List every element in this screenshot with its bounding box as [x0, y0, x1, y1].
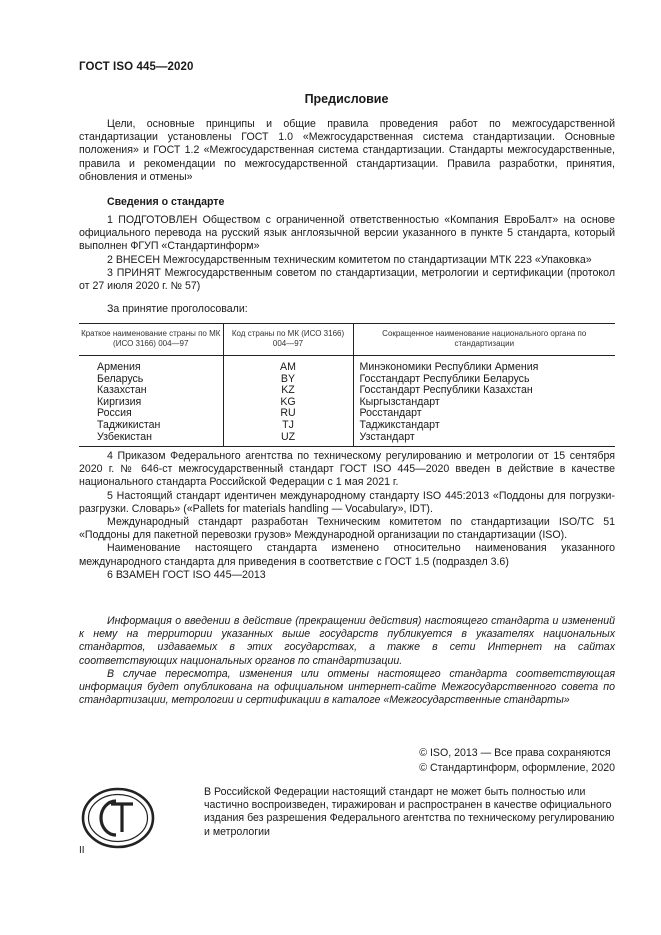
voted-label: За принятие проголосовали:: [107, 303, 248, 315]
standard-info-items-continued: [79, 450, 615, 582]
copyright-iso: © ISO, 2013 — Все права сохраняются: [419, 747, 611, 759]
standards-body: Росстандарт: [353, 408, 615, 420]
info-item-5-developer: Международный стандарт разработан Техническим комитетом по стандартизации ISO/TC 51 «Поддоны для пакетной перевозки грузов» Международной организации по стандартизации (ISO).: [79, 516, 615, 542]
document-code-header: ГОСТ ISO 445—2020: [79, 61, 194, 73]
standards-body: Таджикстандарт: [353, 420, 615, 432]
column-header-code: Код страны по МК (ИСО 3166) 004—97: [223, 324, 353, 356]
info-item-4: 4 Приказом Федерального агентства по техническому регулированию и метрологии от 15 сентября 2020 г. № 646-ст межгосударственный стандарт ГОСТ ISO 445—2020 введен в действие в качестве национального стандарта Российской Федерации с 1 мая 2021 г.: [79, 450, 615, 489]
page-number: II: [79, 845, 85, 856]
publication-info-notes: [79, 615, 615, 707]
country-code: BY: [223, 374, 353, 386]
gost-certification-logo-icon: [80, 786, 156, 850]
country-name: Россия: [97, 407, 132, 420]
standards-body: Госстандарт Республики Казахстан: [353, 385, 615, 397]
country-code: KG: [223, 397, 353, 409]
table-row: [79, 432, 615, 447]
info-item-1: 1 ПОДГОТОВЛЕН Обществом с ограниченной ответственностью «Компания ЕвроБалт» на основе официального перевода на русский язык англоязычной версии указанного в пункте 5 стандарта, который выполнен ФГУП «Стандартинформ»: [79, 214, 615, 253]
country-name: Узбекистан: [79, 432, 223, 447]
intro-paragraph: Цели, основные принципы и общие правила проведения работ по межгосударственной стандартизации установлены ГОСТ 1.0 «Межгосударственная система стандартизации. Основные положения» и ГОСТ 1.2 «Межгосударственная система стандартизации. Стандарты межгосударственные, правила и рекомендации по межгосударственной стандартизации. Правила разработки, принятия, обновления и отмены»: [79, 118, 615, 183]
column-header-country: Краткое наименование страны по МК (ИСО 3166) 004—97: [79, 324, 223, 356]
info-item-5: 5 Настоящий стандарт идентичен международному стандарту ISO 445:2013 «Поддоны для погрузки-разгрузки. Словарь» («Pallets for materials handling — Vocabulary», IDT).: [79, 489, 615, 515]
countries-table: [79, 323, 615, 447]
publication-note-2: В случае пересмотра, изменения или отмены настоящего стандарта соответствующая информация будет опубликована на официальном интернет-сайте Межгосударственного совета по стандартизации, метрологии и сертификации в каталоге «Межгосударственные стандарты»: [79, 667, 615, 707]
intro-block: [79, 118, 615, 184]
table-row: [79, 397, 615, 409]
standards-body: Минэкономики Республики Армения: [353, 356, 615, 374]
column-header-body: Сокращенное наименование национального органа по стандартизации: [353, 324, 615, 356]
standards-body: Узстандарт: [353, 432, 615, 447]
info-item-2: 2 ВНЕСЕН Межгосударственным техническим комитетом по стандартизации МТК 223 «Упаковка»: [107, 253, 592, 266]
country-name: Киргизия: [97, 395, 142, 408]
country-code: AM: [223, 356, 353, 374]
standard-info-items: [79, 214, 615, 293]
country-name: Беларусь: [97, 372, 144, 385]
country-name: Таджикистан: [97, 418, 161, 431]
country-code: RU: [223, 408, 353, 420]
publication-note-1: Информация о введении в действие (прекращении действия) настоящего стандарта и изменений к нему на территории указанных выше государств публикуется в указателях национальных стандартов, издаваемых в этих государствах, а также в сети Интернет на сайтах соответствующих национальных органов по стандартизации.: [79, 615, 615, 667]
rights-notice-block: [204, 786, 615, 839]
standards-body: Госстандарт Республики Беларусь: [353, 374, 615, 386]
country-code: TJ: [223, 420, 353, 432]
country-name: Казахстан: [97, 384, 147, 397]
rights-notice: В Российской Федерации настоящий стандарт не может быть полностью или частично воспроизведен, тиражирован и распространен в качестве официального издания без разрешения Федерального агентства по техническому регулированию и метрологии: [204, 786, 615, 838]
country-name: Армения: [97, 361, 141, 373]
table-row: [79, 374, 615, 386]
table-row: [79, 356, 615, 374]
copyright-standartinform: © Стандартинформ, оформление, 2020: [419, 762, 615, 774]
voted-block: [79, 303, 615, 316]
country-code: UZ: [223, 432, 353, 447]
table-row: [79, 420, 615, 432]
table-row: [79, 385, 615, 397]
country-code: KZ: [223, 385, 353, 397]
copyright-block: [419, 746, 615, 776]
standards-body: Кыргызстандарт: [353, 397, 615, 409]
info-item-6: 6 ВЗАМЕН ГОСТ ISO 445—2013: [107, 568, 266, 581]
about-standard-heading: Сведения о стандарте: [107, 196, 225, 208]
info-item-5-title-note: Наименование настоящего стандарта изменено относительно наименования указанного международного стандарта для приведения в соответствие с ГОСТ 1.5 (подраздел 3.6): [79, 542, 615, 568]
table-header-row: [79, 324, 615, 356]
info-item-3: 3 ПРИНЯТ Межгосударственным советом по стандартизации, метрологии и сертификации (протокол от 27 июля 2020 г. № 57): [79, 266, 615, 293]
page-title: Предисловие: [304, 92, 389, 106]
